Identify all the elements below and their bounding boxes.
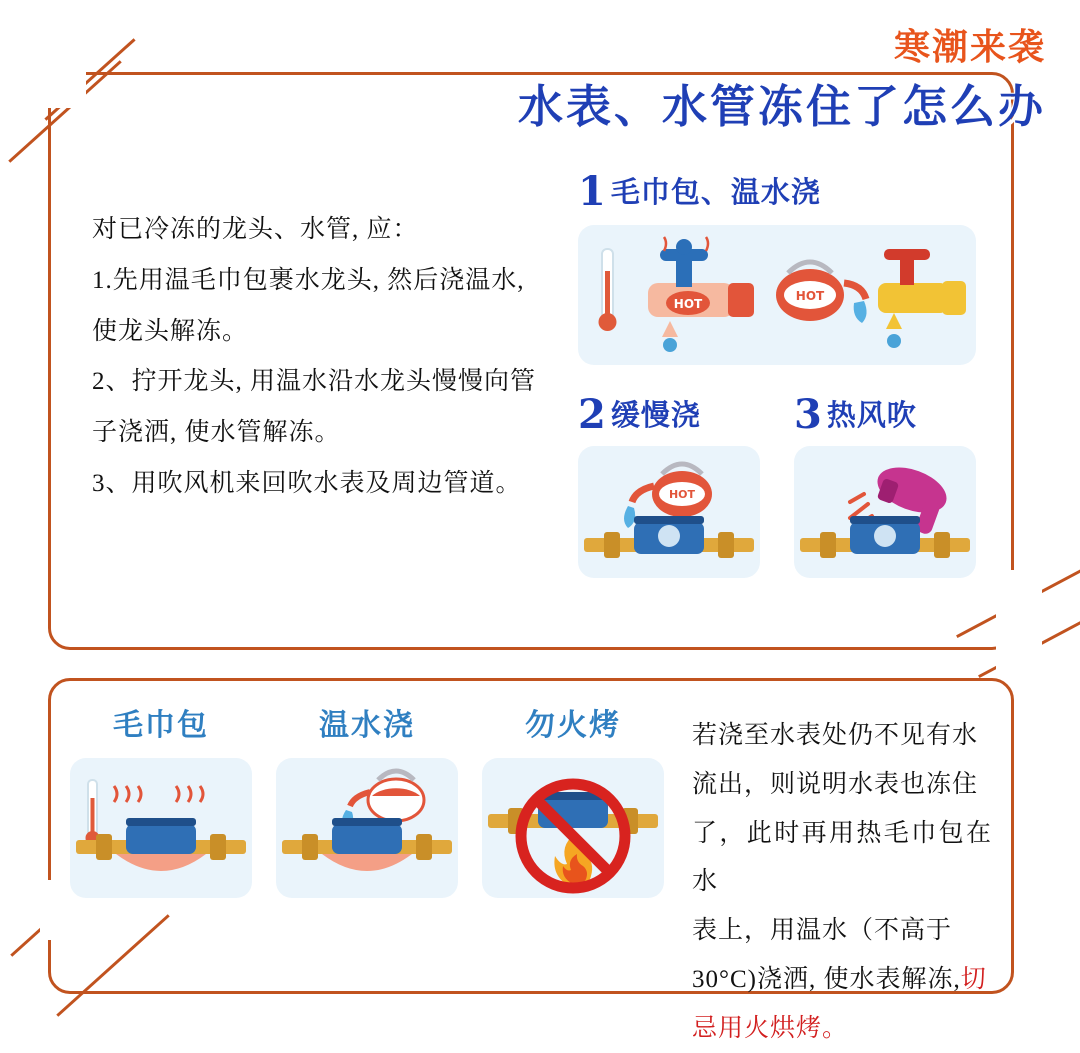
step-1-label: 毛巾包、温水浇 [611,175,821,209]
step-3 [794,391,976,578]
step-3-label: 热风吹 [827,398,917,432]
step-3-number: 3 [794,391,823,438]
step-3-illustration [794,446,976,578]
instruction-line-1: 1.先用温毛巾包裹水龙头, 然后浇温水, [92,257,562,306]
bottom-warning-inline: 切 [961,966,987,993]
bottom-card-1-label: 毛巾包 [70,700,252,744]
bottom-card-2-label: 温水浇 [276,700,458,744]
meter-warm-water-icon [276,758,458,898]
no-fire-meter-icon [482,758,664,898]
bottom-card-3 [482,700,664,898]
border-break-mask-right [996,570,1042,670]
bottom-card-2 [276,700,458,898]
hairdryer-meter-icon [794,446,976,578]
steps-row-2 [578,391,998,578]
kettle-pour-meter-icon [578,446,760,578]
bottom-card-1-illustration [70,758,252,898]
step-1 [578,168,998,365]
step-2-number: 2 [578,391,607,438]
bottom-card-3-label: 勿火烤 [482,700,664,744]
svg-text:HOT: HOT [669,488,696,501]
step-2-illustration [578,446,760,578]
bottom-line-3: 了，此时再用热毛巾包在水 [692,810,992,908]
instruction-line-4: 子浇洒, 使水管解冻。 [92,409,562,458]
bottom-line-5: 30°C)浇洒, 使水表解冻, [692,966,961,993]
step-2-label: 缓慢浇 [611,398,701,432]
border-break-mask-top-left [40,62,86,108]
bottom-card-3-illustration [482,758,664,898]
bottom-line-1: 若浇至水表处仍不见有水 [692,712,992,761]
steps-section [578,168,998,578]
bottom-line-5-wrap [692,956,992,1005]
bottom-description [692,712,992,1053]
bottom-line-4: 表上，用温水（不高于 [692,907,992,956]
bottom-cards-section [70,700,664,898]
instruction-line-3: 2、拧开龙头, 用温水沿水龙头慢慢向管 [92,358,562,407]
step-1-illustration [578,225,976,365]
bottom-card-1 [70,700,252,898]
step-2-heading [578,391,760,438]
step-1-number: 1 [578,168,607,215]
page-title: 水表、水管冻住了怎么办 [518,82,1046,132]
meter-towel-wrap-icon [70,758,252,898]
kicker-text: 寒潮来袭 [518,30,1046,66]
bottom-card-2-illustration [276,758,458,898]
bottom-line-6: 忌用火烘烤。 [692,1005,992,1053]
svg-text:HOT: HOT [796,289,825,303]
step-3-heading [794,391,976,438]
step-1-heading [578,168,998,215]
svg-text:HOT: HOT [674,297,703,311]
instruction-line-2: 使龙头解冻。 [92,308,562,357]
instruction-line-5: 3、用吹风机来回吹水表及周边管道。 [92,460,562,509]
faucet-towel-kettle-icon [578,225,976,365]
bottom-line-2: 流出，则说明水表也冻住 [692,761,992,810]
header [518,30,1046,132]
step-2 [578,391,760,578]
instruction-intro: 对已冷冻的龙头、水管, 应： [92,206,562,255]
instruction-text [92,206,562,511]
